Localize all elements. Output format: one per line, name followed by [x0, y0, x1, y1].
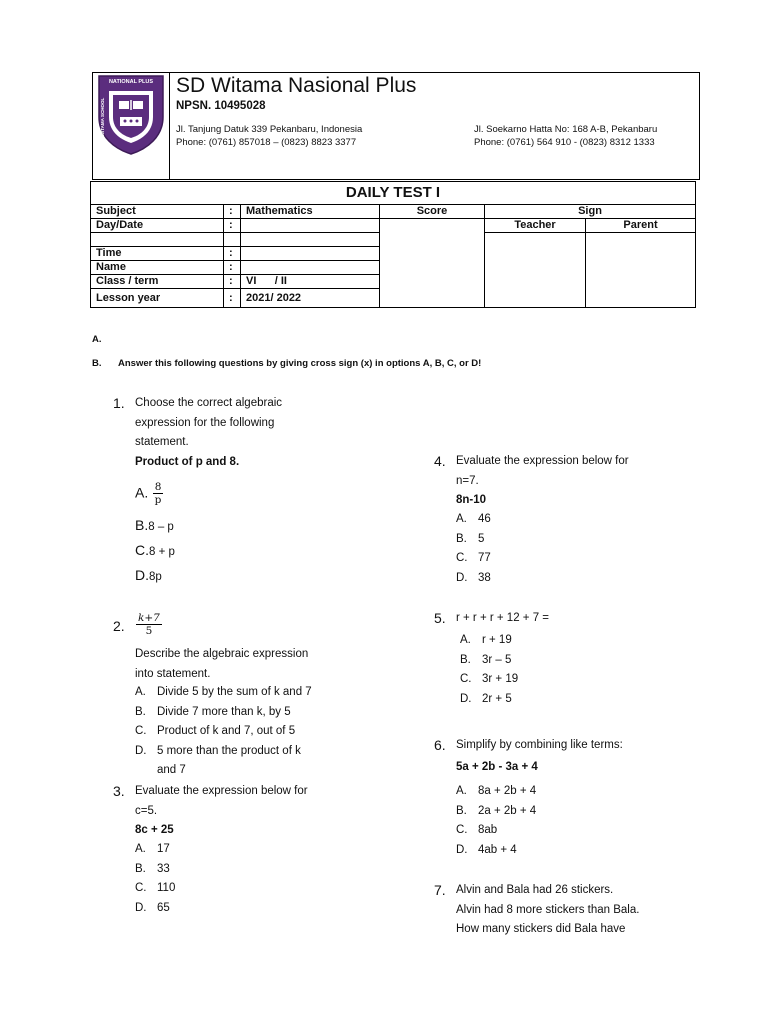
- q5-line1: r + r + r + 12 + 7 =: [456, 612, 550, 624]
- section-b-letter: B.: [92, 358, 102, 369]
- q3-option-c[interactable]: [135, 879, 175, 899]
- q1-c-text: 8 + p: [149, 546, 175, 558]
- q6-options: [456, 782, 536, 860]
- q1-d-letter: D.: [135, 567, 149, 583]
- q1-bold: Product of p and 8.: [135, 455, 240, 468]
- option-letter: C.: [135, 725, 147, 737]
- q5-option-b[interactable]: [460, 651, 518, 671]
- q2-option-d[interactable]: [135, 742, 312, 762]
- q3-line1: Evaluate the expression below for: [135, 785, 308, 797]
- fraction-numerator: 8: [154, 481, 162, 493]
- option-letter: C.: [460, 673, 472, 685]
- option-text: 3r + 19: [482, 673, 519, 685]
- option-text: 3r – 5: [482, 653, 512, 666]
- q1-a-letter: A.: [135, 484, 149, 501]
- q6-option-a[interactable]: [456, 782, 536, 802]
- address-left: [176, 124, 362, 149]
- q5-option-d[interactable]: [460, 690, 518, 710]
- section-a: A.: [92, 334, 102, 345]
- option-letter: B.: [135, 705, 146, 718]
- name-label: Name: [91, 261, 224, 275]
- score-cell: [380, 219, 485, 308]
- option-letter: C.: [456, 552, 468, 564]
- option-text: Divide 5 by the sum of k and 7: [157, 686, 312, 698]
- colon: :: [224, 219, 241, 233]
- address-right-line1: Jl. Soekarno Hatta No: 168 A-B, Pekanbaru: [474, 124, 658, 135]
- option-letter: D.: [460, 692, 472, 705]
- q5-options: [460, 631, 518, 709]
- q6-option-c[interactable]: [456, 821, 536, 841]
- q2-option-b[interactable]: [135, 703, 312, 723]
- class-label: Class / term: [91, 275, 224, 289]
- q4-option-d[interactable]: [456, 569, 491, 589]
- colon: :: [224, 261, 241, 275]
- colon: :: [224, 289, 241, 308]
- q4-line2: n=7.: [456, 474, 479, 487]
- option-text: 17: [157, 843, 170, 855]
- daydate-value: [241, 219, 380, 233]
- q1-option-c[interactable]: [135, 542, 175, 563]
- address-right-line2: Phone: (0761) 564 910 - (0823) 8312 1333: [474, 136, 655, 148]
- time-value: [241, 247, 380, 261]
- q1-line1: Choose the correct algebraic: [135, 397, 283, 409]
- q7-number: 7.: [434, 882, 446, 898]
- name-value: [241, 261, 380, 275]
- option-letter: A.: [460, 634, 471, 646]
- option-letter: B.: [456, 532, 467, 545]
- q1-option-b[interactable]: [135, 517, 174, 538]
- parent-sign-cell: [586, 233, 696, 308]
- q3-option-d[interactable]: [135, 899, 175, 919]
- q1-c-letter: C.: [135, 542, 149, 558]
- fraction-denominator: p: [154, 494, 162, 506]
- q1-number: 1.: [113, 395, 125, 411]
- q7-line1: Alvin and Bala had 26 stickers.: [456, 884, 614, 896]
- q5-number: 5.: [434, 610, 446, 626]
- option-text: Product of k and 7, out of 5: [157, 725, 296, 737]
- q1-a-fraction: [153, 481, 164, 506]
- section-b-instruction: Answer this following questions by giving cross sign (x) in options A, B, C, or D!: [118, 358, 482, 369]
- q1-d-text: 8p: [149, 571, 162, 583]
- daydate-spacer: [91, 233, 224, 247]
- q1-line3: statement.: [135, 436, 189, 448]
- daydate-label: Day/Date: [91, 219, 224, 233]
- q4-option-a[interactable]: [456, 510, 491, 530]
- option-text: Divide 7 more than k, by 5: [157, 705, 291, 718]
- q1-option-d[interactable]: [135, 567, 162, 588]
- score-label: Score: [380, 205, 485, 219]
- option-letter: A.: [135, 686, 146, 698]
- option-text-cont: and 7: [157, 764, 186, 776]
- q2-option-a[interactable]: [135, 683, 312, 703]
- lesson-label: Lesson year: [91, 289, 224, 308]
- q4-option-c[interactable]: [456, 549, 491, 569]
- colon: :: [224, 247, 241, 261]
- option-letter: B.: [456, 804, 467, 817]
- school-logo: [95, 73, 167, 157]
- q7-line2: Alvin had 8 more stickers than Bala.: [456, 903, 640, 916]
- sign-label: Sign: [485, 205, 696, 219]
- npsn: NPSN. 10495028: [176, 100, 266, 112]
- option-text: 2r + 5: [482, 692, 512, 705]
- q3-option-b[interactable]: [135, 860, 175, 880]
- q6-bold: 5a + 2b - 3a + 4: [456, 760, 538, 773]
- colon: :: [224, 275, 241, 289]
- q2-number: 2.: [113, 618, 125, 634]
- q3-bold: 8c + 25: [135, 824, 174, 836]
- q4-bold: 8n-10: [456, 494, 487, 506]
- option-letter: D.: [135, 901, 147, 914]
- option-text: 38: [478, 571, 491, 584]
- option-text: 65: [157, 901, 170, 914]
- option-text: r + 19: [482, 634, 512, 646]
- q1-b-text: 8 – p: [148, 521, 174, 533]
- option-text: 8a + 2b + 4: [478, 785, 537, 797]
- q3-text: [135, 782, 308, 841]
- option-letter: A.: [135, 843, 146, 855]
- option-text: 8ab: [478, 824, 498, 836]
- subject-label: Subject: [91, 205, 224, 219]
- q2-line2: into statement.: [135, 667, 211, 680]
- time-label: Time: [91, 247, 224, 261]
- q5-option-a[interactable]: [460, 631, 518, 651]
- q4-line1: Evaluate the expression below for: [456, 455, 629, 467]
- q2-fraction: [136, 612, 162, 637]
- option-letter: A.: [456, 785, 467, 797]
- option-text: 5 more than the product of k: [157, 744, 301, 757]
- option-letter: A.: [456, 513, 467, 525]
- q2-line1: Describe the algebraic expression: [135, 648, 309, 660]
- q1-option-a[interactable]: [135, 481, 163, 506]
- address-left-line2: Phone: (0761) 857018 – (0823) 8823 3377: [176, 136, 357, 148]
- address-right: [474, 124, 657, 149]
- q5-option-c[interactable]: [460, 670, 518, 690]
- option-text: 33: [157, 862, 170, 875]
- lesson-value: 2021/ 2022: [241, 289, 380, 308]
- option-letter: C.: [135, 882, 147, 894]
- option-letter: D.: [456, 571, 468, 584]
- q3-number: 3.: [113, 783, 125, 799]
- q6-option-b[interactable]: [456, 802, 536, 822]
- option-text: 46: [478, 513, 491, 525]
- address-left-line1: Jl. Tanjung Datuk 339 Pekanbaru, Indonesia: [176, 124, 363, 135]
- q1-line2: expression for the following: [135, 416, 275, 429]
- option-text: 2a + 2b + 4: [478, 804, 537, 817]
- q2-text: [135, 645, 308, 684]
- q6-number: 6.: [434, 737, 446, 753]
- option-letter: C.: [456, 824, 468, 836]
- q2-option-c[interactable]: [135, 722, 312, 742]
- q7-text: [456, 881, 639, 940]
- option-text: 77: [478, 552, 491, 564]
- q4-number: 4.: [434, 453, 446, 469]
- q4-options: [456, 510, 491, 588]
- option-text: 4ab + 4: [478, 843, 517, 856]
- fraction-denominator: 5: [145, 625, 153, 637]
- q6-line1: Simplify by combining like terms:: [456, 739, 623, 751]
- logo-ring-text: WITAMA SCHOOL: [100, 97, 105, 137]
- class-value: VI / II: [241, 275, 380, 289]
- q2-fraction-expr: [136, 612, 162, 637]
- teacher-sign-cell: [485, 233, 586, 308]
- q7-line3: How many stickers did Bala have: [456, 923, 626, 935]
- q3-option-a[interactable]: [135, 840, 175, 860]
- q3-options: [135, 840, 175, 918]
- test-info-table: [90, 181, 696, 308]
- q4-option-b[interactable]: [456, 530, 491, 550]
- q6-text: [456, 736, 623, 777]
- option-letter: D.: [135, 744, 147, 757]
- school-name: SD Witama Nasional Plus: [176, 74, 417, 97]
- logo-top-text: NATIONAL PLUS: [108, 79, 154, 85]
- q1-text: [135, 394, 282, 472]
- option-letter: B.: [460, 653, 471, 666]
- option-text: 5: [478, 532, 485, 545]
- q3-line2: c=5.: [135, 804, 158, 817]
- colon: :: [224, 205, 241, 219]
- q2-options: [135, 683, 312, 781]
- q2-option-d-cont: [135, 761, 312, 781]
- subject-value: Mathematics: [241, 205, 380, 219]
- parent-label: Parent: [586, 219, 696, 233]
- teacher-label: Teacher: [485, 219, 586, 233]
- option-text: 110: [157, 882, 176, 894]
- q1-b-letter: B.: [135, 517, 149, 533]
- option-letter: B.: [135, 862, 146, 875]
- q4-text: [456, 452, 629, 511]
- option-letter: D.: [456, 843, 468, 856]
- fraction-numerator: k+7: [138, 612, 160, 624]
- q6-option-d[interactable]: [456, 841, 536, 861]
- test-title: DAILY TEST I: [91, 182, 696, 205]
